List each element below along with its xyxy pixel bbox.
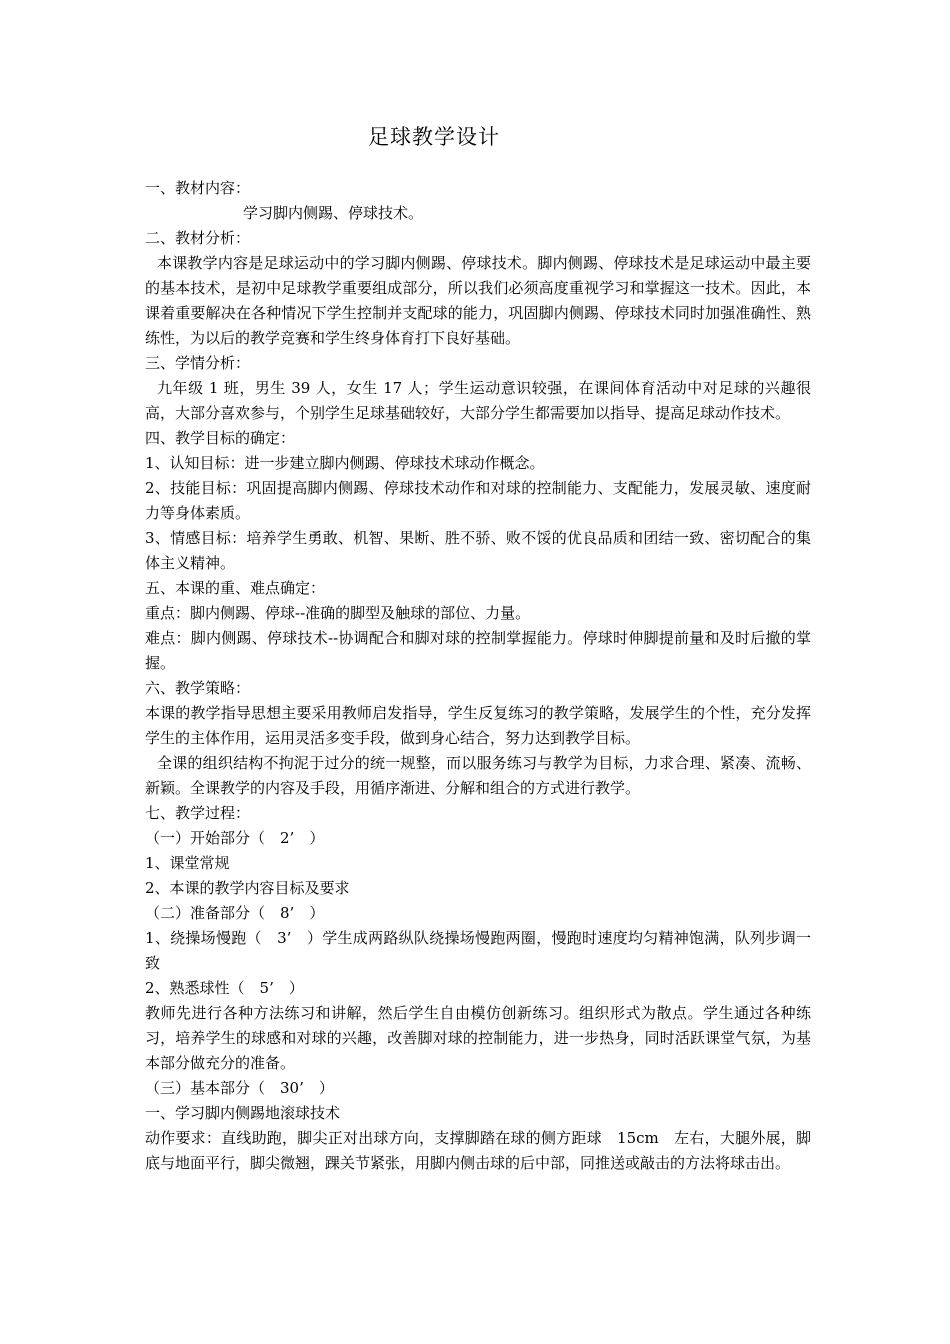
list-item: 1、绕操场慢跑（ 3’ ）学生成两路纵队绕操场慢跑两圈，慢跑时速度均匀精神饱满，队列步调一致 xyxy=(145,929,811,972)
section-heading: 三、学情分析： xyxy=(145,354,251,372)
paragraph: 难点：脚内侧踢、停球技术--协调配合和脚对球的控制掌握能力。停球时伸脚提前量和及时后撤的掌握。 xyxy=(145,629,811,672)
section-heading: 四、教学目标的确定： xyxy=(145,429,296,447)
paragraph: 本课教学内容是足球运动中的学习脚内侧踢、停球技术。脚内侧踢、停球技术是足球运动中最主要的基本技术，是初中足球教学重要组成部分，所以我们必须高度重视学习和掌握这一技术。因此，本课着重要解决在各种情况下学生控制并支配球的能力，巩固脚内侧踢、停球技术同时加强准确性、熟练性，为以后的教学竞赛和学生终身体育打下良好基础。 xyxy=(145,254,811,347)
list-item: 1、课堂常规 xyxy=(145,854,230,872)
paragraph: 本课的教学指导思想主要采用教师启发指导，学生反复练习的教学策略，发展学生的个性，充分发挥学生的主体作用，运用灵活多变手段，做到身心结合，努力达到教学目标。 xyxy=(145,704,811,747)
paragraph: 动作要求：直线助跑，脚尖正对出球方向，支撑脚踏在球的侧方距球 15cm 左右，大腿外展，脚底与地面平行，脚尖微翘，踝关节紧张，用脚内侧击球的后中部，同推送或敲击的方法将球击出。 xyxy=(145,1129,811,1172)
paragraph: 九年级 1 班，男生 39 人，女生 17 人；学生运动意识较强，在课间体育活动中对足球的兴趣很高，大部分喜欢参与，个别学生足球基础较好，大部分学生都需要加以指导、提高足球动作技术。 xyxy=(145,379,811,422)
list-item: 3、情感目标：培养学生勇敢、机智、果断、胜不骄、败不馁的优良品质和团结一致、密切配合的集体主义精神。 xyxy=(145,529,811,572)
document-body xyxy=(145,176,811,1176)
paragraph: 教师先进行各种方法练习和讲解，然后学生自由模仿创新练习。组织形式为散点。学生通过各种练习，培养学生的球感和对球的兴趣，改善脚对球的控制能力，进一步热身，同时活跃课堂气氛，为基本部分做充分的准备。 xyxy=(145,1004,811,1072)
paragraph: 学习脚内侧踢、停球技术。 xyxy=(243,204,424,222)
paragraph: 重点：脚内侧踢、停球--准确的脚型及触球的部位、力量。 xyxy=(145,604,531,622)
section-heading: 一、教材内容： xyxy=(145,179,251,197)
paragraph: 全课的组织结构不拘泥于过分的统一规整，而以服务练习与教学为目标，力求合理、紧凑、流畅、新颖。全课教学的内容及手段，用循序渐进、分解和组合的方式进行教学。 xyxy=(145,754,811,797)
subsection-heading: （一）开始部分（ 2’ ） xyxy=(145,829,325,847)
subsection-heading: （三）基本部分（ 30’ ） xyxy=(145,1079,334,1097)
section-heading: 二、教材分析： xyxy=(145,229,251,247)
list-item: 2、技能目标：巩固提高脚内侧踢、停球技术动作和对球的控制能力、支配能力，发展灵敏、速度耐力等身体素质。 xyxy=(145,479,811,522)
section-heading: 五、本课的重、难点确定： xyxy=(145,579,326,597)
list-item: 一、学习脚内侧踢地滚球技术 xyxy=(145,1104,341,1122)
list-item: 2、熟悉球性（ 5’ ） xyxy=(145,979,304,997)
list-item: 1、认知目标：进一步建立脚内侧踢、停球技术球动作概念。 xyxy=(145,454,545,472)
document-title: 足球教学设计 xyxy=(368,125,500,149)
section-heading: 六、教学策略： xyxy=(145,679,251,697)
section-heading: 七、教学过程： xyxy=(145,804,251,822)
subsection-heading: （二）准备部分（ 8’ ） xyxy=(145,904,325,922)
list-item: 2、本课的教学内容目标及要求 xyxy=(145,879,350,897)
